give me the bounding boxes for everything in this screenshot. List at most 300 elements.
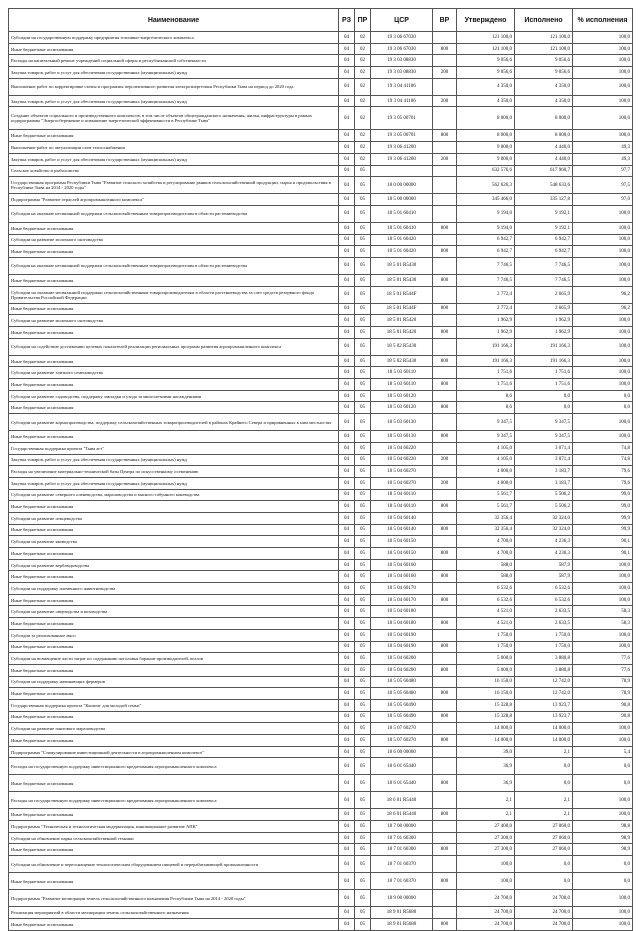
cell-pr: 02 (355, 153, 371, 165)
table-row (9, 402, 633, 414)
cell-vr: 800 (433, 501, 457, 513)
cell-rz: 04 (339, 431, 355, 443)
table-row (9, 78, 633, 95)
cell-name: Сельское хозяйство и рыболовство (9, 165, 339, 177)
table-row (9, 688, 633, 700)
cell-rz: 04 (339, 629, 355, 641)
cell-name: Закупка товаров, работ и услуг для обеспечения государственных (муниципальных) нужд (9, 153, 339, 165)
cell-percent: 100,0 (573, 583, 633, 595)
cell-name: Иные бюджетные ассигнования (9, 918, 339, 930)
cell-vr (433, 466, 457, 478)
cell-rz: 04 (339, 379, 355, 391)
cell-rz: 04 (339, 142, 355, 154)
cell-rz: 04 (339, 454, 355, 466)
cell-percent: 100,0 (573, 234, 633, 246)
cell-name: Расходы на государственную поддержку инвестиционного кредитования агропромышленного комплекса (9, 792, 339, 809)
cell-vr: 800 (433, 688, 457, 700)
cell-rz: 04 (339, 78, 355, 95)
cell-percent: 0,0 (573, 402, 633, 414)
cell-pr: 05 (355, 246, 371, 258)
cell-vr: 800 (433, 548, 457, 560)
cell-pr: 05 (355, 338, 371, 355)
cell-csr: 18 5 01 60410 (371, 205, 433, 222)
cell-rz: 04 (339, 466, 355, 478)
cell-rz: 04 (339, 43, 355, 55)
cell-rz: 04 (339, 821, 355, 833)
cell-vr: 800 (433, 844, 457, 856)
cell-vr: 200 (433, 477, 457, 489)
cell-rz: 04 (339, 246, 355, 258)
cell-approved: 27 300,0 (457, 844, 515, 856)
cell-pr: 02 (355, 78, 371, 95)
cell-rz: 04 (339, 414, 355, 431)
cell-vr: 800 (433, 594, 457, 606)
cell-percent: 100,0 (573, 918, 633, 930)
cell-percent: 100,0 (573, 55, 633, 67)
cell-vr: 800 (433, 355, 457, 367)
cell-approved: 36,9 (457, 775, 515, 792)
cell-percent: 100,0 (573, 809, 633, 821)
cell-pr: 05 (355, 524, 371, 536)
cell-executed: 7 746,5 (515, 257, 573, 274)
cell-approved: 16 150,0 (457, 688, 515, 700)
cell-approved: 15 328,8 (457, 699, 515, 711)
col-header-approved: Утверждено (457, 9, 515, 32)
cell-name: Субсидии на поддержку племенного животноводства (9, 583, 339, 595)
cell-vr: 200 (433, 454, 457, 466)
cell-rz: 04 (339, 390, 355, 402)
table-row (9, 177, 633, 194)
cell-approved: 27 300,0 (457, 832, 515, 844)
table-row (9, 821, 633, 833)
cell-percent: 96,2 (573, 303, 633, 315)
cell-rz: 04 (339, 618, 355, 630)
cell-name: Субсидии на развитие северного оленеводства, мараловодства и мясного табунного коневодства (9, 489, 339, 501)
cell-rz: 04 (339, 711, 355, 723)
cell-pr: 05 (355, 775, 371, 792)
table-row (9, 618, 633, 630)
cell-percent: 0,0 (573, 758, 633, 775)
cell-csr: 18 5 03 60110 (371, 367, 433, 379)
cell-executed: 1 962,9 (515, 315, 573, 327)
cell-vr: 800 (433, 303, 457, 315)
cell-executed: 6 532,6 (515, 583, 573, 595)
cell-rz: 04 (339, 641, 355, 653)
cell-rz: 04 (339, 501, 355, 513)
cell-name: Иные бюджетные ассигнования (9, 618, 339, 630)
cell-executed: 0,0 (515, 390, 573, 402)
cell-approved: 2 772,4 (457, 286, 515, 303)
cell-vr (433, 177, 457, 194)
cell-name: Иные бюджетные ассигнования (9, 844, 339, 856)
cell-csr: 18 5 04 60180 (371, 618, 433, 630)
cell-percent: 100,0 (573, 107, 633, 130)
cell-percent: 78,9 (573, 688, 633, 700)
table-row (9, 890, 633, 907)
cell-csr: 18 0 00 00000 (371, 177, 433, 194)
cell-vr (433, 699, 457, 711)
cell-csr: 18 5 07 60270 (371, 723, 433, 735)
cell-vr (433, 832, 457, 844)
cell-percent: 90,1 (573, 536, 633, 548)
cell-rz: 04 (339, 95, 355, 107)
cell-pr: 05 (355, 489, 371, 501)
table-row (9, 205, 633, 222)
table-row (9, 775, 633, 792)
cell-rz: 04 (339, 524, 355, 536)
cell-rz: 04 (339, 274, 355, 286)
cell-name: Субсидии на развитие овцеводства и козоводства (9, 606, 339, 618)
table-row (9, 95, 633, 107)
cell-vr (433, 489, 457, 501)
cell-csr: 18 5 04 60270 (371, 477, 433, 489)
cell-executed: 6 942,7 (515, 234, 573, 246)
cell-percent: 77,6 (573, 664, 633, 676)
cell-percent: 100,0 (573, 571, 633, 583)
cell-approved: 5 561,7 (457, 501, 515, 513)
cell-csr: 18 5 01 R5420 (371, 327, 433, 339)
cell-approved: 2 772,4 (457, 303, 515, 315)
cell-rz: 04 (339, 402, 355, 414)
cell-approved: 24 700,0 (457, 907, 515, 919)
cell-percent: 58,3 (573, 606, 633, 618)
cell-percent: 100,0 (573, 338, 633, 355)
table-row (9, 548, 633, 560)
cell-executed: 3 880,8 (515, 653, 573, 665)
cell-approved: 4 000,0 (457, 477, 515, 489)
cell-approved: 4 350,0 (457, 95, 515, 107)
cell-vr (433, 536, 457, 548)
cell-vr (433, 78, 457, 95)
cell-percent: 0,0 (573, 775, 633, 792)
cell-name: Расходы на увеличение материально-технической базы Центра по искусственному осеменению (9, 466, 339, 478)
cell-csr: 18 5 05 60490 (371, 711, 433, 723)
cell-name: Иные бюджетные ассигнования (9, 873, 339, 890)
cell-executed: 24 700,0 (515, 918, 573, 930)
cell-vr: 800 (433, 43, 457, 55)
cell-vr: 800 (433, 274, 457, 286)
cell-name: Закупка товаров, работ и услуг для обеспечения государственных (муниципальных) нужд (9, 95, 339, 107)
cell-pr: 05 (355, 414, 371, 431)
cell-pr: 05 (355, 758, 371, 775)
table-row (9, 367, 633, 379)
cell-executed: 2,1 (515, 792, 573, 809)
cell-percent: 100,0 (573, 205, 633, 222)
cell-csr: 18 5 04 60190 (371, 641, 433, 653)
cell-csr: 19 3 04 41106 (371, 78, 433, 95)
cell-approved: 2,1 (457, 809, 515, 821)
cell-csr: 18 5 00 00000 (371, 194, 433, 206)
table-row (9, 142, 633, 154)
cell-rz: 04 (339, 699, 355, 711)
cell-rz: 04 (339, 594, 355, 606)
table-body (9, 32, 633, 931)
cell-name: Иные бюджетные ассигнования (9, 303, 339, 315)
cell-vr (433, 890, 457, 907)
cell-rz: 04 (339, 792, 355, 809)
cell-executed: 4 440,0 (515, 153, 573, 165)
cell-percent: 100,0 (573, 890, 633, 907)
cell-name: Субсидия на оказание несвязанной поддержки сельскохозяйственным товаропроизводителям в области растениеводства (9, 205, 339, 222)
cell-executed: 14 000,0 (515, 723, 573, 735)
cell-csr: 18 5 07 60270 (371, 735, 433, 747)
table-row (9, 165, 633, 177)
cell-pr: 02 (355, 32, 371, 44)
cell-csr: 18 5 02 R5430 (371, 355, 433, 367)
cell-pr: 05 (355, 466, 371, 478)
cell-vr (433, 367, 457, 379)
cell-percent: 5,4 (573, 746, 633, 758)
cell-csr: 19 3 06 67030 (371, 43, 433, 55)
cell-approved: 100,0 (457, 873, 515, 890)
cell-name: Иные бюджетные ассигнования (9, 641, 339, 653)
cell-pr: 02 (355, 67, 371, 79)
cell-executed: 6 532,6 (515, 594, 573, 606)
cell-name: Субсидии на содействие достижению целевых показателей реализации региональных программ развития агропромышленного комплекса (9, 338, 339, 355)
cell-executed: 617 960,7 (515, 165, 573, 177)
table-row (9, 153, 633, 165)
table-row (9, 379, 633, 391)
cell-percent: 100,0 (573, 67, 633, 79)
cell-pr: 05 (355, 618, 371, 630)
cell-name: Иные бюджетные ассигнования (9, 355, 339, 367)
cell-name: Иные бюджетные ассигнования (9, 775, 339, 792)
cell-pr: 05 (355, 234, 371, 246)
cell-rz: 04 (339, 165, 355, 177)
cell-approved: 4 000,0 (457, 466, 515, 478)
cell-csr: 18 5 03 60130 (371, 414, 433, 431)
cell-pr: 05 (355, 402, 371, 414)
cell-vr: 800 (433, 664, 457, 676)
cell-approved: 14 000,0 (457, 735, 515, 747)
table-row (9, 43, 633, 55)
cell-executed: 3 071,4 (515, 442, 573, 454)
cell-approved: 9 000,0 (457, 142, 515, 154)
cell-vr: 800 (433, 775, 457, 792)
cell-pr: 05 (355, 821, 371, 833)
cell-rz: 04 (339, 918, 355, 930)
cell-executed: 4 236,3 (515, 548, 573, 560)
table-row (9, 606, 633, 618)
cell-executed: 6 942,7 (515, 246, 573, 258)
cell-pr: 05 (355, 548, 371, 560)
cell-pr: 05 (355, 583, 371, 595)
cell-executed: 9 192,1 (515, 222, 573, 234)
cell-pr: 02 (355, 95, 371, 107)
cell-csr: 18 5 04 60270 (371, 466, 433, 478)
cell-vr (433, 205, 457, 222)
cell-executed: 27 060,0 (515, 832, 573, 844)
cell-approved: 8,6 (457, 390, 515, 402)
cell-rz: 04 (339, 130, 355, 142)
cell-rz: 04 (339, 844, 355, 856)
cell-executed: 121 100,0 (515, 32, 573, 44)
cell-name: Иные бюджетные ассигнования (9, 501, 339, 513)
cell-executed: 3 880,8 (515, 664, 573, 676)
cell-vr (433, 414, 457, 431)
cell-pr: 05 (355, 664, 371, 676)
cell-vr: 800 (433, 222, 457, 234)
cell-rz: 04 (339, 153, 355, 165)
cell-csr: 18 7 01 60300 (371, 832, 433, 844)
cell-approved: 9 194,0 (457, 222, 515, 234)
cell-pr: 05 (355, 873, 371, 890)
cell-csr: 18 6 00 00000 (371, 746, 433, 758)
cell-rz: 04 (339, 367, 355, 379)
cell-pr: 05 (355, 594, 371, 606)
cell-percent: 0,0 (573, 390, 633, 402)
cell-name: Иные бюджетные ассигнования (9, 735, 339, 747)
cell-pr: 05 (355, 205, 371, 222)
table-row (9, 390, 633, 402)
table-row (9, 559, 633, 571)
cell-csr: 18 5 01 60420 (371, 234, 433, 246)
cell-csr: 18 5 01 R5420 (371, 315, 433, 327)
cell-percent: 98,8 (573, 821, 633, 833)
cell-approved: 8 000,0 (457, 130, 515, 142)
cell-name: Государственная поддержка проекта "Тыва агт" (9, 442, 339, 454)
cell-name: Закупка товаров, работ и услуг для обеспечения государственных (муниципальных) нужд (9, 477, 339, 489)
cell-pr: 05 (355, 856, 371, 873)
table-row (9, 246, 633, 258)
cell-csr: 18 7 00 00000 (371, 821, 433, 833)
cell-percent: 100,0 (573, 431, 633, 443)
cell-vr: 800 (433, 431, 457, 443)
cell-name: Выполнение работ по корректировке схемы и программы перспективного развития электроэнергетики Республики Тыва на период до 2020 года (9, 78, 339, 95)
cell-name: Подпрограмма "Техническая и технологическая модернизация, инновационное развитие АПК" (9, 821, 339, 833)
cell-csr: 18 5 04 60160 (371, 571, 433, 583)
budget-table (8, 8, 633, 931)
cell-rz: 04 (339, 746, 355, 758)
table-row (9, 873, 633, 890)
cell-csr: 18 5 05 60490 (371, 699, 433, 711)
cell-executed: 2 633,5 (515, 606, 573, 618)
cell-percent: 79,6 (573, 477, 633, 489)
cell-name: Субсидии на обновление и переоснащение технологическим оборудованием пищевой и перерабатывающей промышленности (9, 856, 339, 873)
cell-csr: 18 5 04 60160 (371, 559, 433, 571)
cell-pr: 05 (355, 315, 371, 327)
cell-pr: 05 (355, 501, 371, 513)
cell-pr: 05 (355, 327, 371, 339)
cell-percent: 100,0 (573, 78, 633, 95)
cell-name: Иные бюджетные ассигнования (9, 43, 339, 55)
cell-vr (433, 792, 457, 809)
cell-rz: 04 (339, 583, 355, 595)
cell-vr (433, 583, 457, 595)
cell-vr (433, 390, 457, 402)
table-row (9, 55, 633, 67)
cell-approved: 1 751,6 (457, 379, 515, 391)
cell-approved: 4 700,0 (457, 536, 515, 548)
cell-executed: 8 000,0 (515, 107, 573, 130)
cell-executed: 1 750,0 (515, 629, 573, 641)
cell-percent: 100,0 (573, 246, 633, 258)
cell-csr: 19 3 06 41200 (371, 153, 433, 165)
cell-percent: 98,9 (573, 832, 633, 844)
cell-name: Иные бюджетные ассигнования (9, 246, 339, 258)
cell-name: Государственная программа Республики Тыва "Развитие сельского хозяйства и регулирование рынков сельскохозяйственной продукции, сырья и продовольствия в Республике Тыва на 2014 - 2020 годы" (9, 177, 339, 194)
table-row (9, 32, 633, 44)
cell-name: Субсидии на поддержку начинающих фермеров (9, 676, 339, 688)
cell-csr: 18 5 04 60150 (371, 548, 433, 560)
cell-approved: 5 000,0 (457, 653, 515, 665)
cell-name: Иные бюджетные ассигнования (9, 379, 339, 391)
table-row (9, 257, 633, 274)
cell-executed: 335 127,8 (515, 194, 573, 206)
cell-pr: 05 (355, 177, 371, 194)
cell-approved: 32 356,4 (457, 524, 515, 536)
cell-approved: 5 561,7 (457, 489, 515, 501)
cell-approved: 4 105,0 (457, 442, 515, 454)
table-row (9, 107, 633, 130)
cell-approved: 588,0 (457, 559, 515, 571)
cell-vr (433, 194, 457, 206)
table-row (9, 303, 633, 315)
cell-vr: 800 (433, 735, 457, 747)
cell-pr: 05 (355, 629, 371, 641)
cell-vr: 200 (433, 67, 457, 79)
cell-executed: 587,9 (515, 559, 573, 571)
cell-approved: 1 962,9 (457, 327, 515, 339)
cell-csr: 18 9 00 00000 (371, 890, 433, 907)
cell-executed: 0,0 (515, 758, 573, 775)
cell-executed: 14 000,0 (515, 735, 573, 747)
cell-vr (433, 165, 457, 177)
cell-csr: 18 5 04 60110 (371, 501, 433, 513)
table-row (9, 501, 633, 513)
cell-approved: 24 700,0 (457, 890, 515, 907)
cell-name: Подпрограмма "Стимулирование инвестиционной деятельности в агропромышленном комплексе" (9, 746, 339, 758)
cell-rz: 04 (339, 775, 355, 792)
cell-rz: 04 (339, 327, 355, 339)
cell-rz: 04 (339, 205, 355, 222)
col-header-pr: ПР (355, 9, 371, 32)
table-row (9, 711, 633, 723)
cell-approved: 1 750,0 (457, 641, 515, 653)
cell-vr (433, 142, 457, 154)
cell-csr: 18 5 03 60120 (371, 402, 433, 414)
table-row (9, 746, 633, 758)
cell-name: Иные бюджетные ассигнования (9, 688, 339, 700)
cell-csr: 18 5 04 60200 (371, 664, 433, 676)
cell-vr: 800 (433, 809, 457, 821)
cell-pr: 05 (355, 355, 371, 367)
cell-name: Подпрограмма "Развитие отраслей агропромышленного комплекса" (9, 194, 339, 206)
cell-executed: 8 000,0 (515, 130, 573, 142)
col-header-percent: % исполнения (573, 9, 633, 32)
cell-executed: 32 324,0 (515, 512, 573, 524)
table-row (9, 315, 633, 327)
table-row (9, 477, 633, 489)
cell-executed: 4 236,3 (515, 536, 573, 548)
cell-csr: 18 5 01 60410 (371, 222, 433, 234)
cell-percent: 100,0 (573, 274, 633, 286)
cell-name: Субсидии на развитие пантового мараловодства (9, 723, 339, 735)
cell-pr: 05 (355, 303, 371, 315)
cell-name: Субсидии на возмещение части затрат по содержанию поголовья баранов-производителей, козлов (9, 653, 339, 665)
cell-executed: 9 347,5 (515, 414, 573, 431)
cell-executed: 1 750,0 (515, 641, 573, 653)
cell-executed: 1 962,9 (515, 327, 573, 339)
cell-pr: 05 (355, 735, 371, 747)
col-header-vr: ВР (433, 9, 457, 32)
table-row (9, 274, 633, 286)
cell-csr: 18 5 04 60180 (371, 606, 433, 618)
cell-executed: 32 324,0 (515, 524, 573, 536)
cell-percent: 58,3 (573, 618, 633, 630)
cell-approved: 2,1 (457, 792, 515, 809)
cell-name: Иные бюджетные ассигнования (9, 524, 339, 536)
